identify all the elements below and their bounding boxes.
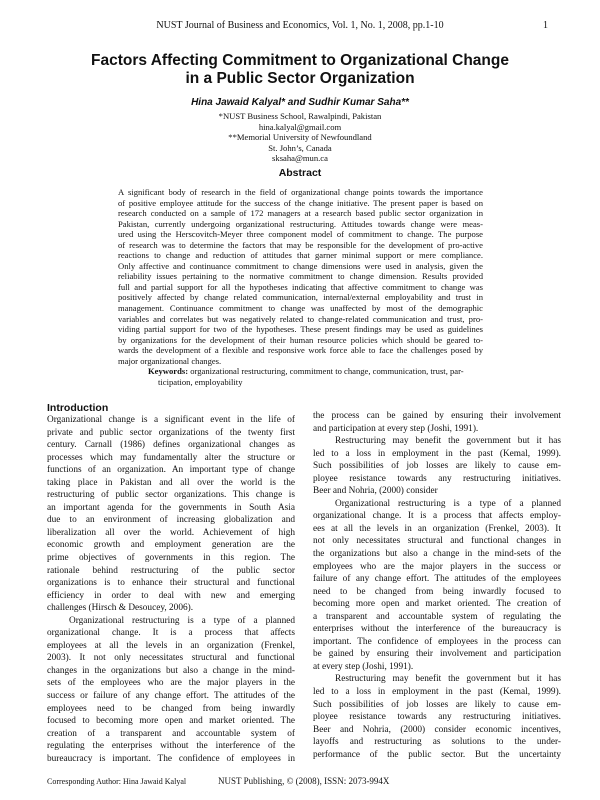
body-text-line: restructuring of public sector organizations. This change is <box>47 490 295 501</box>
body-text-line: a transparent and accountable system of regulating the <box>313 611 561 622</box>
body-text-line: organizational change. It is a process that affects employ- <box>313 511 561 522</box>
page-number: 1 <box>543 20 548 31</box>
body-text-line: Such possibilities of job losses are likely to cause em- <box>313 461 561 472</box>
body-text-line: Such possibilities of job losses are likely to cause em- <box>313 699 561 710</box>
body-text-line: Organizational change is a significant event in the life of <box>47 415 295 425</box>
body-column-left <box>47 414 295 765</box>
affiliation-line: **Memorial University of Newfoundland <box>228 132 372 143</box>
body-text-line: enterprises without the interference of the bureaucracy is <box>313 624 561 635</box>
body-text-line: efficiency in order to deal with new and emerging <box>47 590 295 601</box>
body-text-line: processes which may fundamentally alter the structure or <box>47 452 295 463</box>
abstract-line: major organizational changes. <box>118 355 222 366</box>
body-text-line: rationale behind restructuring of the public sector <box>47 565 295 576</box>
keywords-label: Keywords: <box>148 366 189 377</box>
body-text-line: Organizational restructuring is a type of a planned <box>69 615 295 626</box>
body-text-line: economic growth and employment generation are the <box>47 540 295 551</box>
body-text-line: liberalization all over the world. Achievement of high <box>47 527 295 538</box>
body-text-line: led to a loss in employment in the past (Kemal, 1999). <box>313 448 561 459</box>
author-email: sksaha@mun.ca <box>272 153 328 164</box>
body-text-line: Beer and Nohria, (2000) consider economic incentives, <box>313 724 561 735</box>
keywords-text: ticipation, employability <box>158 376 243 387</box>
body-text-line: becoming more open and market oriented. The creation of <box>313 599 561 610</box>
body-text-line: led to a loss in employment in the past (Kemal, 1999). <box>313 687 561 698</box>
abstract-line: research conducted on a sample of 172 managers at a research based public sector organization in <box>118 208 483 219</box>
body-text-line: sets of the employees who are the major players in the <box>47 678 295 689</box>
body-text-line: taking place in Pakistan and all over the world is the <box>47 477 295 488</box>
body-text-line: Organizational restructuring is a type of a planned <box>335 498 561 509</box>
abstract-heading: Abstract <box>278 167 322 179</box>
body-text-line: Restructuring may benefit the government but it has <box>335 674 561 685</box>
author-list: Hina Jawaid Kalyal* and Sudhir Kumar Saha** <box>191 97 409 108</box>
body-column-right <box>313 410 561 761</box>
abstract-line: ured using the Herscovitch-Meyer three component model of commitment to change. The purpose <box>118 229 483 240</box>
abstract-line: of positive employee attitude for the success of the change initiative. The present paper is based on <box>118 197 483 208</box>
author-email: hina.kalyal@gmail.com <box>258 121 342 132</box>
body-text-line: 2003). It not only necessitates structural and functional <box>47 653 295 664</box>
body-text-line: prime objectives of governments in this region. The <box>47 553 295 564</box>
corresponding-author: Corresponding Author: Hina Jawaid Kalyal <box>47 777 187 786</box>
body-text-line: ployee resistance towards any restructuring initiatives. <box>313 473 561 484</box>
body-text-line: employees at all the levels in an organization (Frenkel, <box>47 640 295 651</box>
body-text-line: organizational change. It is a process that affects <box>47 628 295 639</box>
affiliation-line: *NUST Business School, Rawalpindi, Pakistan <box>218 111 382 121</box>
abstract-line: management. Continuance commitment to change was unaffected by most of the demographic <box>118 303 483 314</box>
body-text-line: creation of a transparent and accountable system of <box>47 728 295 739</box>
body-text-line: private and public sector organizations of the twenty first <box>47 427 295 438</box>
affiliations <box>60 111 540 164</box>
body-text-line: regulating the enterprises without the interference of the <box>47 741 295 752</box>
body-text-line: layoffs and restructuring as solutions to the under- <box>313 737 561 748</box>
paper-title <box>60 52 540 88</box>
abstract-line: reliability issues pertaining to the normative commitment to change dimension. Results provided <box>118 271 483 282</box>
body-text-line: need to be changed from being inwardly focused to <box>313 586 561 597</box>
publisher-line: NUST Publishing, © (2008), ISSN: 2073-994X <box>218 776 390 786</box>
keywords-text: organizational restructuring, commitment to change, communication, trust, par- <box>188 366 464 377</box>
body-text-line: ees at all the levels in an organization (Frenkel, 2003). It <box>313 523 561 534</box>
abstract-line: variables and correlates but was negatively related to change-related communication and trust, pro- <box>118 313 483 324</box>
body-text-line: employees who are the major players in the success or <box>313 561 561 572</box>
abstract-body <box>118 187 483 387</box>
body-text-line: failure of any change effort. The attitudes of the employees <box>313 574 561 585</box>
body-text-line: Beer and Nohria, (2000) consider <box>313 486 438 497</box>
keywords-line <box>118 366 483 377</box>
affiliation-line: St. John’s, Canada <box>268 142 332 153</box>
body-text-line: focused to becoming more open and market oriented. The <box>47 716 295 727</box>
body-text-line: ployee resistance towards any restructuring initiatives. <box>313 712 561 723</box>
abstract-line: A significant body of research in the field of organizational change points towards the importance <box>118 187 483 197</box>
body-text-line: not only necessitates structural and functional changes in <box>313 536 561 547</box>
body-text-line: important. The confidence of employees in the process can <box>313 636 561 647</box>
body-text-line: success or failure of any change effort. The attitudes of the <box>47 691 295 702</box>
body-text-line: the organizations but also a change in the mind-sets of the <box>313 549 561 560</box>
body-text-line: bureaucracy is important. The confidence of employees in <box>47 753 295 764</box>
body-text-line: be gained by ensuring their involvement and participation <box>313 649 561 660</box>
body-text-line: performance of the public sector. But the uncertainty <box>313 749 561 760</box>
body-text-line: employees need to be changed from being inwardly <box>47 703 295 714</box>
body-text-line: and participation at every step (Joshi, 1991). <box>313 423 479 434</box>
abstract-line: full and partial support for all the hypotheses indicating that affective commitment to change was <box>118 281 483 292</box>
body-text-line: due to an environment of increasing globalization and <box>47 515 295 526</box>
abstract-line: wards the development of a flexible and responsive work force able to face the challenges posed by <box>118 345 483 356</box>
section-heading-introduction: Introduction <box>47 402 109 414</box>
body-text-line: century. Carnall (1986) defines organizational changes as <box>47 440 295 451</box>
title-line-1: Factors Affecting Commitment to Organizational Change <box>91 52 509 69</box>
abstract-line: of research was to determine the factors that may be responsible for the development of pro-active <box>118 239 483 250</box>
body-text-line: functions of an organization. An important type of change <box>47 465 295 476</box>
body-text-line: at every step (Joshi, 1991). <box>313 661 414 672</box>
body-text-line: challenges (Hirsch & Desoucey, 2006). <box>47 603 194 614</box>
body-text-line: an important agenda for the governments in South Asia <box>47 502 295 513</box>
body-text-line: Restructuring may benefit the government but it has <box>335 436 561 447</box>
journal-citation: NUST Journal of Business and Economics, Vol. 1, No. 1, 2008, pp.1-10 <box>156 20 444 31</box>
body-text-line: changes in the organizations but also a change in the mind- <box>47 665 295 676</box>
abstract-line: viding partial support for two of the hypotheses. These present findings may be used as guidelines <box>118 324 483 335</box>
abstract-line: by organizations for the development of their human resource policies which should be geared to- <box>118 334 483 345</box>
abstract-line: Pakistan, currently undergoing organizational restructuring. Attitudes towards change were meas- <box>118 218 483 229</box>
abstract-line: Only affective and continuance commitment to change dimensions were used in analysis, given the <box>118 260 483 271</box>
body-text-line: organizations is to enhance their structural and functional <box>47 578 295 589</box>
abstract-line: positively affected by change related communication, internal/external employability and trust in <box>118 292 483 303</box>
abstract-line: reactions to change and reduction of attitudes that garner minimal support or mere compliance. <box>118 250 483 261</box>
body-text-line: the process can be gained by ensuring their involvement <box>313 411 561 421</box>
title-line-2: in a Public Sector Organization <box>185 70 415 87</box>
